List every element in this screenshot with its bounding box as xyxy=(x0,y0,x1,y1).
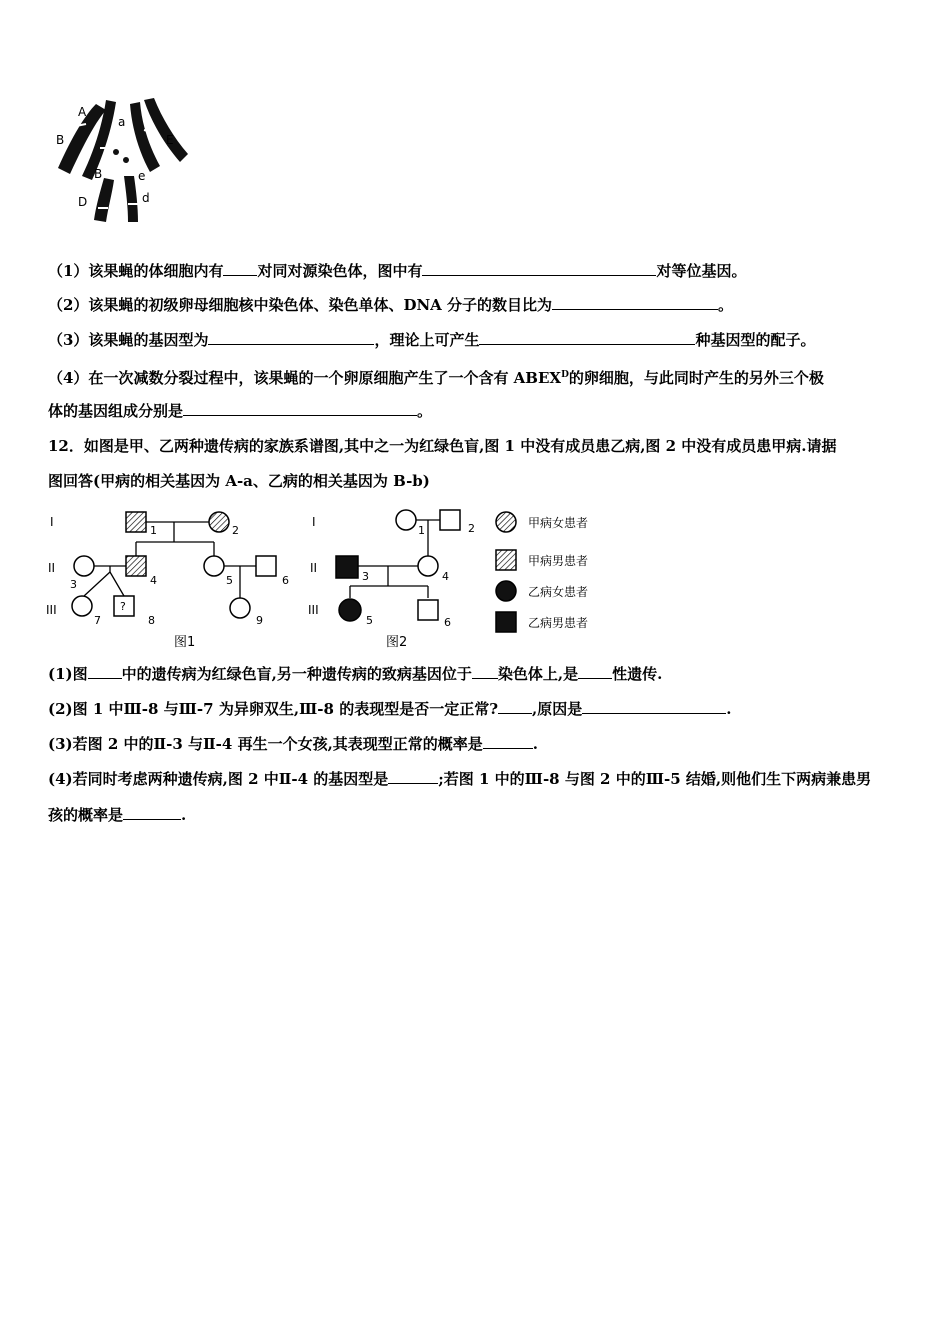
legend-label-jia-female: 甲病女患者 xyxy=(528,516,589,530)
pedigree-legend xyxy=(496,512,588,632)
fig2-num-3: 3 xyxy=(362,570,369,583)
fig1-num-7: 7 xyxy=(94,614,101,627)
answer-blank[interactable] xyxy=(578,664,612,679)
gene-label-D: D xyxy=(78,195,88,209)
fig1-num-6: 6 xyxy=(282,574,289,587)
q11-part1: （1）该果蝇的体细胞内有 对同对源染色体，图中有 对等位基因。 xyxy=(48,262,747,280)
fig2-I-1-female xyxy=(396,510,416,530)
answer-blank[interactable] xyxy=(582,699,726,714)
fig1-num-5: 5 xyxy=(226,574,233,587)
q11-part3: （3）该果蝇的基因型为 ，理论上可产生 种基因型的配子。 xyxy=(48,331,816,349)
fig2-caption: 图2 xyxy=(386,635,408,650)
chromosome-bottom-left xyxy=(94,178,114,222)
answer-blank[interactable] xyxy=(388,769,438,784)
answer-blank[interactable] xyxy=(552,295,718,310)
small-chromosome-1 xyxy=(113,149,119,155)
fig2-num-1: 1 xyxy=(418,524,425,537)
fig1-I-2-affected-female xyxy=(209,512,229,532)
q12-sub4-cont: 孩的概率是 . xyxy=(48,806,187,824)
q12-sub3: (3)若图 2 中的Ⅱ-3 与Ⅱ-4 再生一个女孩,其表现型正常的概率是 . xyxy=(48,735,539,753)
legend-icon-yi-male xyxy=(496,612,516,632)
fig2-III-5-affected-female xyxy=(339,599,361,621)
q11-part2: （2）该果蝇的初级卵母细胞核中染色体、染色单体、DNA 分子的数目比为 。 xyxy=(48,296,734,314)
q12-sub4: (4)若同时考虑两种遗传病,图 2 中Ⅱ-4 的基因型是 ;若图 1 中的Ⅲ-8 与图 2 中的Ⅲ-5 结婚,则他们生下两病兼患男 xyxy=(48,770,872,788)
pedigree-figure-2 xyxy=(308,510,475,650)
legend-label-jia-male: 甲病男患者 xyxy=(528,554,589,568)
fig1-num-2: 2 xyxy=(232,524,239,537)
fig2-num-6: 6 xyxy=(444,616,451,629)
answer-blank[interactable] xyxy=(483,734,533,749)
fig1-II-6-male xyxy=(256,556,276,576)
fig1-gen-III: III xyxy=(46,603,57,617)
answer-blank[interactable] xyxy=(223,261,257,276)
fig1-III-7-female xyxy=(72,596,92,616)
gene-label-B: B xyxy=(56,133,65,147)
chromosome-bottom-right xyxy=(124,176,138,222)
fig1-num-8: 8 xyxy=(148,614,155,627)
q12-sub1: (1)图 中的遗传病为红绿色盲,另一种遗传病的致病基因位于 染色体上,是 性遗传. xyxy=(48,665,663,683)
pedigree-figure-1 xyxy=(46,512,289,650)
fig2-num-2: 2 xyxy=(468,522,475,535)
gene-label-e: e xyxy=(138,169,146,183)
fig1-II-4-affected-male xyxy=(126,556,146,576)
gene-label-B2: B xyxy=(94,167,103,181)
q12-intro-cont: 图回答(甲病的相关基因为 A-a、乙病的相关基因为 B-b) xyxy=(48,472,430,490)
legend-icon-yi-female xyxy=(496,581,516,601)
q12-intro: 12．如图是甲、乙两种遗传病的家族系谱图,其中之一为红绿色盲,图 1 中没有成员患乙病,图 2 中没有成员患甲病.请据 xyxy=(48,437,837,455)
answer-blank[interactable] xyxy=(208,330,374,345)
fig1-num-3: 3 xyxy=(70,578,77,591)
fig1-II-3-female xyxy=(74,556,94,576)
legend-label-yi-male: 乙病男患者 xyxy=(528,616,589,630)
fig2-num-5: 5 xyxy=(366,614,373,627)
fig1-II-5-female xyxy=(204,556,224,576)
pedigree-figures xyxy=(44,504,614,654)
fig2-gen-I: I xyxy=(312,515,316,529)
fig1-gen-II: II xyxy=(48,561,56,575)
q11-part4-cont: 体的基因组成分别是 。 xyxy=(48,402,433,420)
legend-icon-jia-male xyxy=(496,550,516,570)
fig1-III-9-female xyxy=(230,598,250,618)
legend-label-yi-female: 乙病女患者 xyxy=(528,585,589,599)
fig1-unknown-mark: ? xyxy=(120,600,126,613)
fig2-gen-II: II xyxy=(310,561,318,575)
answer-blank[interactable] xyxy=(422,261,656,276)
answer-blank[interactable] xyxy=(123,805,181,820)
fig1-num-4: 4 xyxy=(150,574,157,587)
answer-blank[interactable] xyxy=(498,699,532,714)
fig2-III-6-male xyxy=(418,600,438,620)
answer-blank[interactable] xyxy=(472,664,498,679)
gene-label-d: d xyxy=(142,191,150,205)
gene-label-E: E xyxy=(166,133,174,147)
q11-part4: （4）在一次减数分裂过程中，该果蝇的一个卵原细胞产生了一个含有 $ABEX^D$的卵细胞，与此同时产生的另外三个极 xyxy=(48,369,824,387)
answer-blank[interactable] xyxy=(183,401,417,416)
answer-blank[interactable] xyxy=(479,330,695,345)
q12-sub2: (2)图 1 中Ⅲ-8 与Ⅲ-7 为异卵双生,Ⅲ-8 的表现型是否一定正常? ,原因是 . xyxy=(48,700,732,718)
fig2-I-2-male xyxy=(440,510,460,530)
fig1-gen-I: I xyxy=(50,515,54,529)
gene-label-A: A xyxy=(78,105,87,119)
fig2-II-4-female xyxy=(418,556,438,576)
fig1-caption: 图1 xyxy=(174,635,196,650)
fig1-num-9: 9 xyxy=(256,614,263,627)
chromosome-figure xyxy=(48,96,193,226)
fig2-II-3-affected-male xyxy=(336,556,358,578)
small-chromosome-2 xyxy=(123,157,129,163)
fig2-num-4: 4 xyxy=(442,570,449,583)
answer-blank[interactable] xyxy=(88,664,122,679)
fig2-gen-III: III xyxy=(308,603,319,617)
legend-icon-jia-female xyxy=(496,512,516,532)
gene-label-a: a xyxy=(118,115,126,129)
fig1-num-1: 1 xyxy=(150,524,157,537)
fig1-I-1-affected-male xyxy=(126,512,146,532)
